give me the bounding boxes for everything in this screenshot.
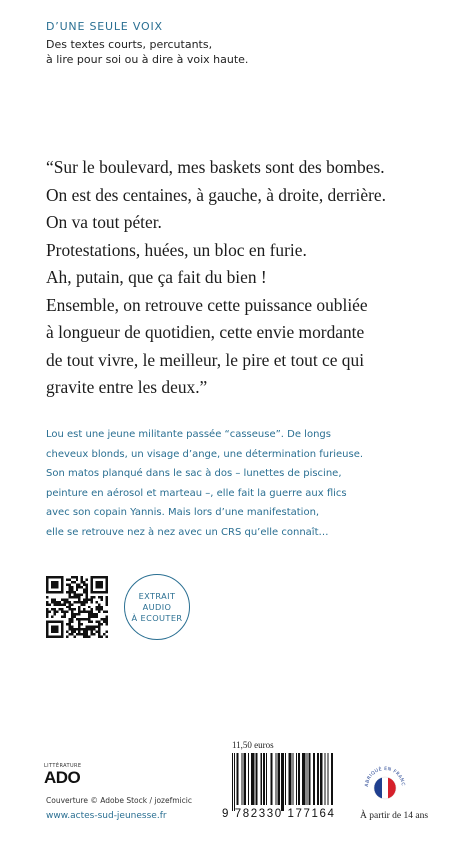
- quote-line: gravite entre les deux.”: [46, 377, 208, 397]
- synopsis-line: peinture en aérosol et marteau –, elle fait la guerre aux flics: [46, 487, 347, 499]
- barcode-number: 9 782330 177164: [222, 808, 336, 820]
- logo-top-text: LITTÉRATURE: [44, 763, 82, 769]
- barcode-icon: [232, 753, 350, 811]
- made-in-france-badge-icon: [360, 760, 410, 810]
- audio-excerpt-badge[interactable]: [124, 574, 190, 640]
- series-block: [46, 20, 248, 67]
- synopsis-line: Lou est une jeune militante passée “casseuse”. De longs: [46, 429, 331, 440]
- audio-badge-line: À ECOUTER: [131, 612, 183, 623]
- synopsis-line: avec son copain Yannis. Mais lors d’une manifestation,: [46, 507, 320, 519]
- quote-line: Ensemble, on retrouve cette puissance oubliée: [46, 294, 368, 315]
- series-title: D’UNE SEULE VOIX: [46, 20, 163, 33]
- quote-line: On va tout péter.: [46, 212, 162, 232]
- quote-line: de tout vivre, le meilleur, le pire et tout ce qui: [46, 349, 365, 370]
- cover-credit: Couverture © Adobe Stock / jozefmicic: [46, 796, 192, 805]
- series-description-line: à lire pour soi ou à dire à voix haute.: [46, 53, 249, 66]
- quote-line: Protestations, huées, un bloc en furie.: [46, 239, 307, 260]
- logo-main-text: ADO: [44, 768, 81, 787]
- age-recommendation: À partir de 14 ans: [360, 811, 429, 821]
- excerpt-quote: [46, 154, 436, 402]
- synopsis-line: Son matos planqué dans le sac à dos – lunettes de piscine,: [46, 468, 342, 480]
- qr-code-icon[interactable]: [46, 576, 108, 638]
- publisher-website-link[interactable]: www.actes-sud-jeunesse.fr: [46, 811, 167, 821]
- audio-badge-line: EXTRAIT: [138, 590, 176, 601]
- audio-badge-line: AUDIO: [142, 601, 172, 612]
- price: 11,50 euros: [232, 740, 274, 750]
- quote-line: “Sur le boulevard, mes baskets sont des bombes.: [46, 157, 385, 177]
- quote-line: Ah, putain, que ça fait du bien !: [46, 267, 267, 287]
- quote-line: à longueur de quotidien, cette envie mordante: [46, 322, 365, 342]
- synopsis: [46, 425, 363, 543]
- quote-line: On est des centaines, à gauche, à droite, derrière.: [46, 184, 386, 205]
- series-description: [46, 37, 248, 67]
- synopsis-line: elle se retrouve nez à nez avec un CRS qu’elle connaît…: [46, 526, 329, 538]
- litterature-ado-logo: [44, 763, 82, 787]
- series-description-line: Des textes courts, percutants,: [46, 38, 213, 51]
- synopsis-line: cheveux blonds, un visage d’ange, une détermination furieuse.: [46, 448, 364, 460]
- fab-label: ABRIQUÉ EN FRANC: [364, 766, 406, 788]
